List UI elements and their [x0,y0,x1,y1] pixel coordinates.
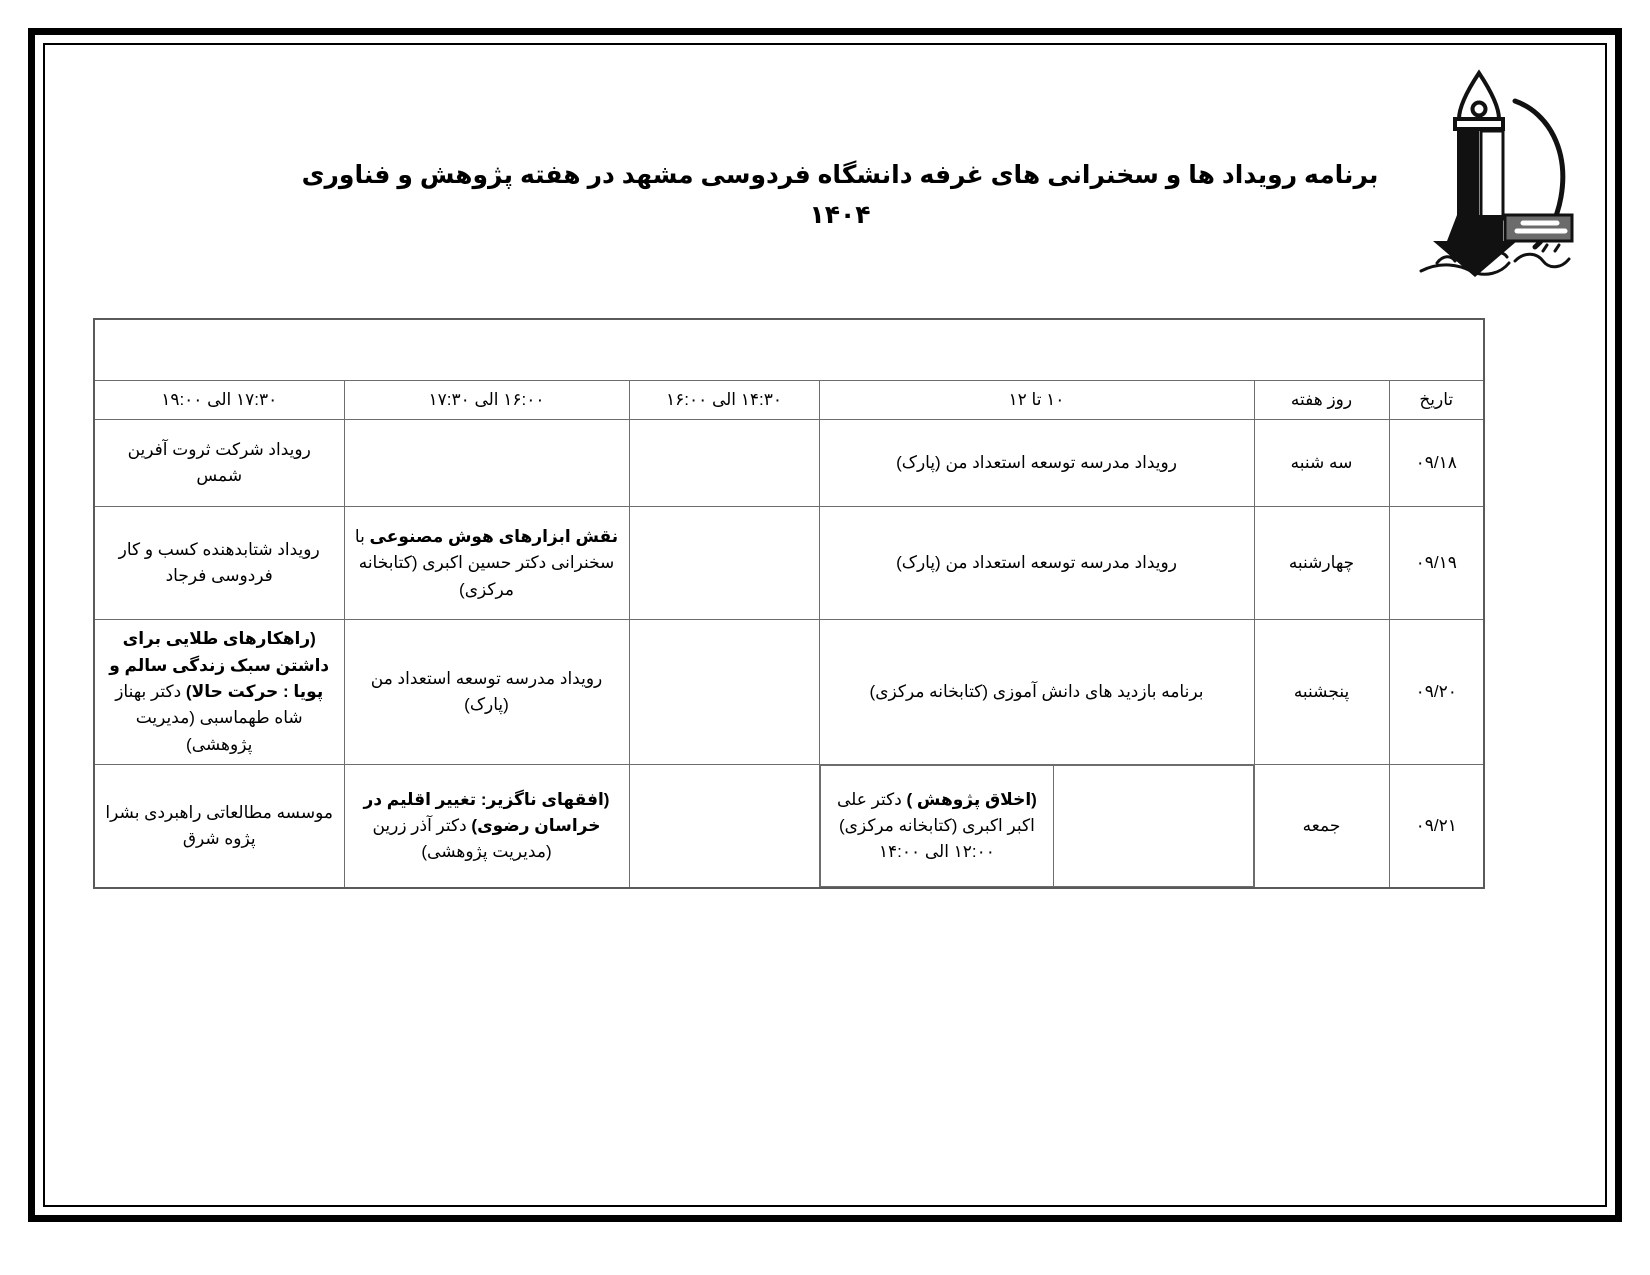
cell-slot-1600-1730: رویداد مدرسه توسعه استعداد من (پارک) [344,620,629,765]
cell-slot-10-12-empty [1054,766,1253,887]
schedule-table-container [95,318,1485,889]
university-logo [1397,65,1582,285]
cell-research-ethics-title: (اخلاق پژوهش ) [906,789,1037,809]
cell-slot-1730-1900-title: (راهکارهای طلایی برای داشتن سبک زندگی سالم و پویا : حرکت حالا) [109,629,330,702]
schedule-table [93,318,1485,889]
cell-slot-10-12: رویداد مدرسه توسعه استعداد من (پارک) [819,507,1254,620]
cell-slot-1730-1900-detail: دکتر بهناز شاه طهماسبی (مدیریت پژوهشی) [115,682,303,754]
header-slot-10-12: ۱۰ تا ۱۲ [819,381,1254,420]
cell-slot-1600-1730-detail: دکتر آذر زرین (مدیریت پژوهشی) [372,815,552,862]
cell-weekday: چهارشنبه [1254,507,1389,620]
cell-date: ۰۹/۲۰ [1389,620,1484,765]
cell-slot-1730-1900: موسسه مطالعاتی راهبردی بشرا پژوه شرق [94,765,344,889]
cell-date: ۰۹/۱۹ [1389,507,1484,620]
page-title: برنامه رویداد ها و سخنرانی های غرفه دانشگاه فردوسی مشهد در هفته پژوهش و فناوری ۱۴۰۴ [301,161,1379,229]
cell-slot-10-12-split [819,765,1254,889]
cell-slot-1600-1730-title: نقش ابزارهای هوش مصنوعی [369,526,619,546]
cell-research-ethics [820,766,1054,887]
cell-slot-1730-1900 [94,620,344,765]
cell-weekday: جمعه [1254,765,1389,889]
table-row [94,620,1484,765]
header-slot-1730-1900: ۱۷:۳۰ الی ۱۹:۰۰ [94,381,344,420]
cell-slot-10-12: برنامه بازدید های دانش آموزی (کتابخانه مرکزی) [819,620,1254,765]
header-weekday: روز هفته [1254,381,1389,420]
cell-research-ethics-detail: دکتر علی اکبر اکبری (کتابخانه مرکزی) ۱۲:۰۰ الی ۱۴:۰۰ [836,789,1035,862]
table-header-row [94,381,1484,420]
cell-slot-10-12: رویداد مدرسه توسعه استعداد من (پارک) [819,420,1254,507]
cell-date: ۰۹/۱۸ [1389,420,1484,507]
table-spacer-row [94,319,1484,381]
table-row [94,507,1484,620]
table-spacer-cell [94,319,1484,381]
cell-slot-1600-1730 [344,420,629,507]
header-date: تاریخ [1389,381,1484,420]
cell-slot-1430-1600 [629,620,819,765]
document-header [60,55,1590,295]
pen-nib-icon [1397,65,1582,285]
header-slot-1430-1600: ۱۴:۳۰ الی ۱۶:۰۰ [629,381,819,420]
table-row [94,420,1484,507]
cell-slot-1600-1730-detail: با سخنرانی دکتر حسین اکبری (کتابخانه مرکزی) [354,526,615,599]
cell-date: ۰۹/۲۱ [1389,765,1484,889]
cell-slot-1600-1730 [344,507,629,620]
table-row [94,765,1484,889]
cell-weekday: پنجشنبه [1254,620,1389,765]
cell-slot-1430-1600 [629,507,819,620]
cell-slot-1730-1900: رویداد شتابدهنده کسب و کار فردوسی فرجاد [94,507,344,620]
cell-slot-1430-1600 [629,420,819,507]
cell-slot-1430-1600 [629,765,819,889]
cell-slot-1600-1730-title: (افقهای ناگزیر: تغییر اقلیم در خراسان رضوی) [363,789,610,835]
cell-slot-1730-1900: رویداد شرکت ثروت آفرین شمس [94,420,344,507]
header-slot-1600-1730: ۱۶:۰۰ الی ۱۷:۳۰ [344,381,629,420]
friday-subtable [820,765,1254,887]
cell-weekday: سه شنبه [1254,420,1389,507]
cell-slot-1600-1730 [344,765,629,889]
